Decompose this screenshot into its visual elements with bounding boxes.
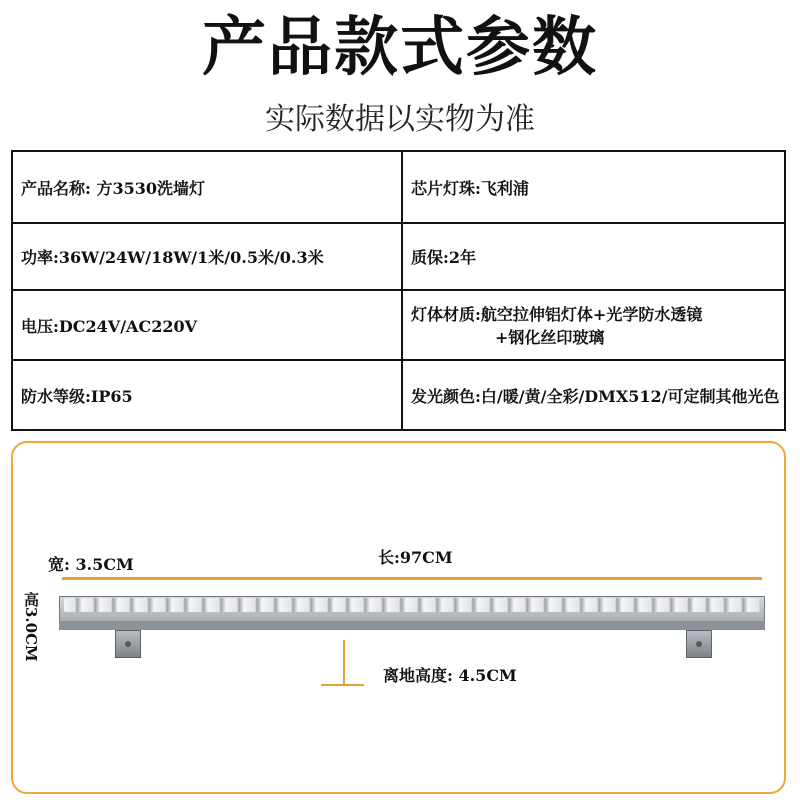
lamp-base (59, 621, 765, 630)
spec-product-name: 产品名称: 方3530洗墙灯 (12, 151, 402, 223)
spec-power: 功率:36W/24W/18W/1米/0.5米/0.3米 (12, 223, 402, 290)
length-dimension-line (62, 577, 762, 580)
ground-height-label: 离地高度: 4.5CM (383, 666, 517, 685)
mount-bracket-left (115, 630, 141, 658)
lamp-led-strip (64, 598, 760, 612)
page-subtitle: 实际数据以实物为准 (265, 102, 535, 137)
spec-voltage: 电压:DC24V/AC220V (12, 290, 402, 360)
spec-material (402, 290, 785, 360)
spec-material-line2: +钢化丝印玻璃 (495, 328, 605, 347)
table-row (12, 290, 785, 360)
spec-material-line1: 灯体材质:航空拉伸铝灯体+光学防水透镜 (411, 305, 703, 324)
length-label: 长:97CM (378, 548, 453, 567)
spec-warranty: 质保:2年 (402, 223, 785, 290)
height-label: 高3.0CM (22, 592, 40, 662)
ground-height-line-vertical (343, 640, 345, 685)
table-row (12, 223, 785, 290)
ground-height-line-horizontal (321, 684, 364, 686)
table-row (12, 151, 785, 223)
page-title: 产品款式参数 (202, 11, 598, 85)
spec-protection: 防水等级:IP65 (12, 360, 402, 430)
mount-bracket-right (686, 630, 712, 658)
width-label: 宽: 3.5CM (48, 555, 134, 574)
table-row (12, 360, 785, 430)
spec-color: 发光颜色:白/暖/黄/全彩/DMX512/可定制其他光色 (402, 360, 785, 430)
spec-table (11, 150, 786, 431)
spec-chip: 芯片灯珠:飞利浦 (402, 151, 785, 223)
